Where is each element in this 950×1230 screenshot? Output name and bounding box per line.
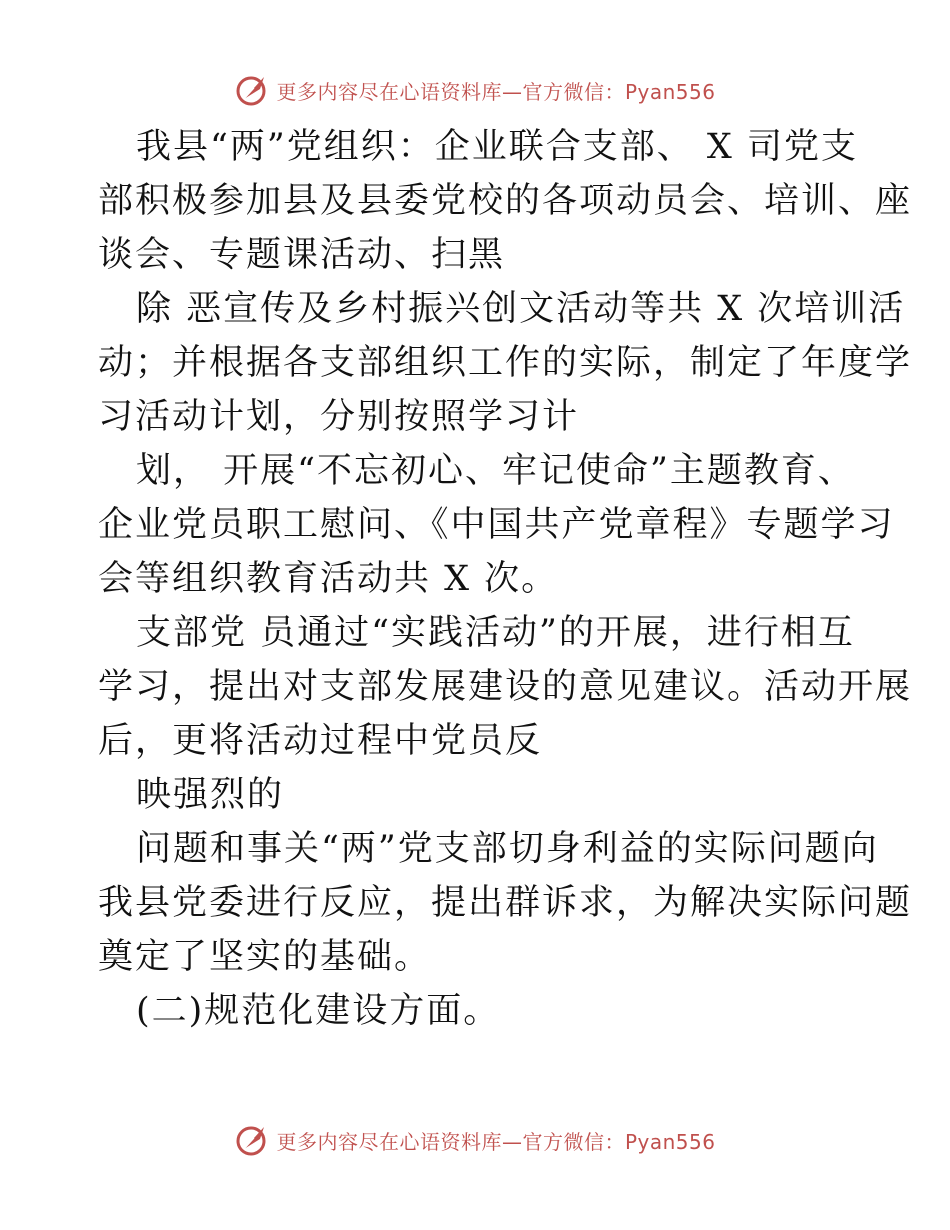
text-line: 习活动计划，分别按照学习计 [98,397,580,437]
paragraph-6 [98,822,913,984]
body-text [98,120,913,1038]
paragraph-4 [98,606,913,768]
quill-logo-icon [234,1122,270,1158]
paragraph-2 [98,282,913,444]
text-line: 支部党 员通过“实践活动”的开展，进行相互 [136,613,855,653]
text-line: (二)规范化建设方面。 [136,991,501,1031]
text-line: 划， 开展“不忘初心、牢记使命”主题教育、 [136,451,855,491]
text-line: 我县“两”党组织：企业联合支部、 X 司党支 [136,127,858,167]
text-line: 映强烈的 [136,775,285,815]
text-line: 奠定了坚实的基础。 [98,937,432,977]
section-heading [98,984,858,1038]
text-line: 问题和事关“两”党支部切身利益的实际问题向 [136,829,879,869]
text-line: 后，更将活动过程中党员反 [98,721,543,761]
paragraph-3 [98,444,895,606]
text-line: 除 恶宣传及乡村振兴创文活动等共 X 次培训活 [136,289,906,329]
header-banner-text: 更多内容尽在心语资料库—官方微信：Pyan556 [276,79,716,104]
text-line: 会等组织教育活动共 X 次。 [98,559,559,599]
text-line: 企业党员职工慰问、《中国共产党章程》专题学习 [98,505,895,545]
paragraph-1 [98,120,913,282]
header-banner [0,70,950,110]
footer-banner [0,1120,950,1160]
text-line: 部积极参加县及县委党校的各项动员会、培训、座 [98,181,913,221]
text-line: 动；并根据各支部组织工作的实际，制定了年度学 [98,343,913,383]
text-line: 我县党委进行反应，提出群诉求，为解决实际问题 [98,883,913,923]
footer-banner-text: 更多内容尽在心语资料库—官方微信：Pyan556 [276,1129,716,1154]
text-line: 学习，提出对支部发展建设的意见建议。活动开展 [98,667,913,707]
quill-logo-icon [234,72,270,108]
paragraph-5 [98,768,858,822]
text-line: 谈会、专题课活动、扫黑 [98,235,506,275]
